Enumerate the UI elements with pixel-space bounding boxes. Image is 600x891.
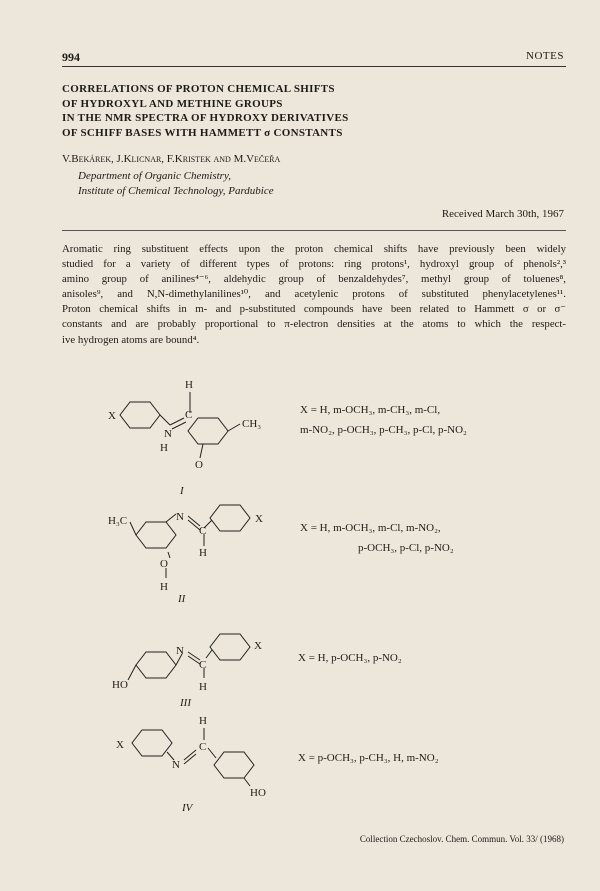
atom-o: O bbox=[195, 459, 203, 471]
affiliation-line: Institute of Chemical Technology, Pardubice bbox=[78, 185, 274, 197]
substituent-list bbox=[300, 400, 467, 440]
title-line: CORRELATIONS OF PROTON CHEMICAL SHIFTS bbox=[62, 83, 335, 95]
title-line: IN THE NMR SPECTRA OF HYDROXY DERIVATIVES bbox=[62, 112, 349, 124]
hydroxyl-group: HO bbox=[112, 679, 128, 691]
benzene-ring bbox=[210, 505, 250, 531]
substituent-list bbox=[298, 648, 402, 668]
atom-n: N bbox=[164, 428, 172, 440]
compound-label: III bbox=[180, 697, 191, 709]
page-number: 994 bbox=[62, 50, 80, 64]
compound-label: II bbox=[178, 593, 186, 605]
atom-h: H bbox=[199, 547, 207, 559]
substituent-x: X bbox=[255, 513, 263, 525]
methyl-group: CH₃ bbox=[242, 418, 262, 430]
abstract-line: anisoles⁹, and N,N-dimethylanilines¹⁰, and acetylenic protons of substituted phenylacetylenes¹¹. bbox=[62, 288, 566, 301]
atom-h: H bbox=[199, 681, 207, 693]
benzene-ring bbox=[188, 418, 228, 444]
compound-label: IV bbox=[182, 802, 193, 814]
journal-citation: Collection Czechoslov. Chem. Commun. Vol. 33/ (1968) bbox=[359, 834, 564, 844]
substituent-line: X = p-OCH₃, p-CH₃, H, m-NO₂ bbox=[298, 752, 439, 764]
benzene-ring bbox=[132, 730, 172, 756]
section-heading: NOTES bbox=[526, 50, 564, 62]
atom-n: N bbox=[172, 759, 180, 771]
benzene-ring bbox=[210, 634, 250, 660]
affiliation bbox=[78, 169, 274, 199]
received-date: Received March 30th, 1967 bbox=[441, 208, 564, 220]
atom-h: H bbox=[160, 442, 168, 454]
hydroxyl-group: HO bbox=[250, 787, 266, 799]
substituent-x: X bbox=[108, 410, 116, 422]
article-title bbox=[62, 82, 532, 140]
atom-n: N bbox=[176, 511, 184, 523]
title-line: OF SCHIFF BASES WITH HAMMETT σ CONSTANTS bbox=[62, 126, 343, 139]
structure-i bbox=[108, 379, 278, 490]
substituent-list bbox=[298, 748, 439, 768]
structure-iii bbox=[112, 632, 282, 702]
substituent-x: X bbox=[254, 640, 262, 652]
substituent-list bbox=[300, 518, 454, 558]
title-line: OF HYDROXYL AND METHINE GROUPS bbox=[62, 97, 283, 110]
abstract-line: Aromatic ring substituent effects upon the proton chemical shifts have previously been widely bbox=[62, 243, 566, 255]
substituent-line: X = H, m-OCH₃, m-Cl, m-NO₂, bbox=[300, 522, 441, 534]
atom-h: H bbox=[199, 715, 207, 727]
atom-c: C bbox=[199, 741, 207, 753]
atom-c: C bbox=[199, 659, 207, 671]
abstract-line: ive hydrogen atoms are bound⁴. bbox=[62, 333, 200, 346]
substituent-line: X = H, p-OCH₃, p-NO₂ bbox=[298, 652, 402, 664]
atom-h: H bbox=[160, 581, 168, 593]
substituent-line: p-OCH₃, p-Cl, p-NO₂ bbox=[358, 542, 454, 554]
atom-n: N bbox=[176, 645, 184, 657]
abstract-line: studied for a variety of different types of protons: ring protons¹, hydroxyl group of phenols²,³ bbox=[62, 258, 566, 271]
benzene-ring bbox=[120, 402, 160, 428]
header-rule bbox=[62, 66, 566, 67]
atom-c: C bbox=[185, 409, 193, 421]
substituent-line: X = H, m-OCH₃, m-CH₃, m-Cl, bbox=[300, 404, 441, 416]
structure-ii bbox=[108, 510, 278, 600]
methyl-group: H₃C bbox=[108, 515, 128, 527]
substituent-x: X bbox=[116, 739, 124, 751]
benzene-ring bbox=[214, 752, 254, 778]
atom-h: H bbox=[185, 379, 193, 391]
benzene-ring bbox=[136, 522, 176, 548]
section-separator bbox=[62, 230, 566, 231]
abstract-line: Proton chemical shifts in m- and p-substituted compounds have been related to Hammett σ or σ⁻ bbox=[62, 303, 566, 316]
atom-c: C bbox=[199, 525, 207, 537]
affiliation-line: Department of Organic Chemistry, bbox=[78, 170, 231, 182]
structure-iv bbox=[112, 715, 282, 810]
abstract-line: constants and are probably proportional to π-electron densities at the atoms to which the respect- bbox=[62, 318, 566, 331]
substituent-line: m-NO₂, p-OCH₃, p-CH₃, p-Cl, p-NO₂ bbox=[300, 424, 467, 436]
abstract-line: amino group of anilines⁴⁻⁶, aldehydic group of benzaldehydes⁷, methyl group of toluenes⁸, bbox=[62, 273, 566, 286]
atom-o: O bbox=[160, 558, 168, 570]
benzene-ring bbox=[136, 652, 176, 678]
abstract-paragraph bbox=[62, 242, 566, 348]
compound-label: I bbox=[180, 485, 184, 497]
author-list: V.Bekárek, J.Klicnar, F.Kristek and M.Večeřa bbox=[62, 153, 281, 165]
